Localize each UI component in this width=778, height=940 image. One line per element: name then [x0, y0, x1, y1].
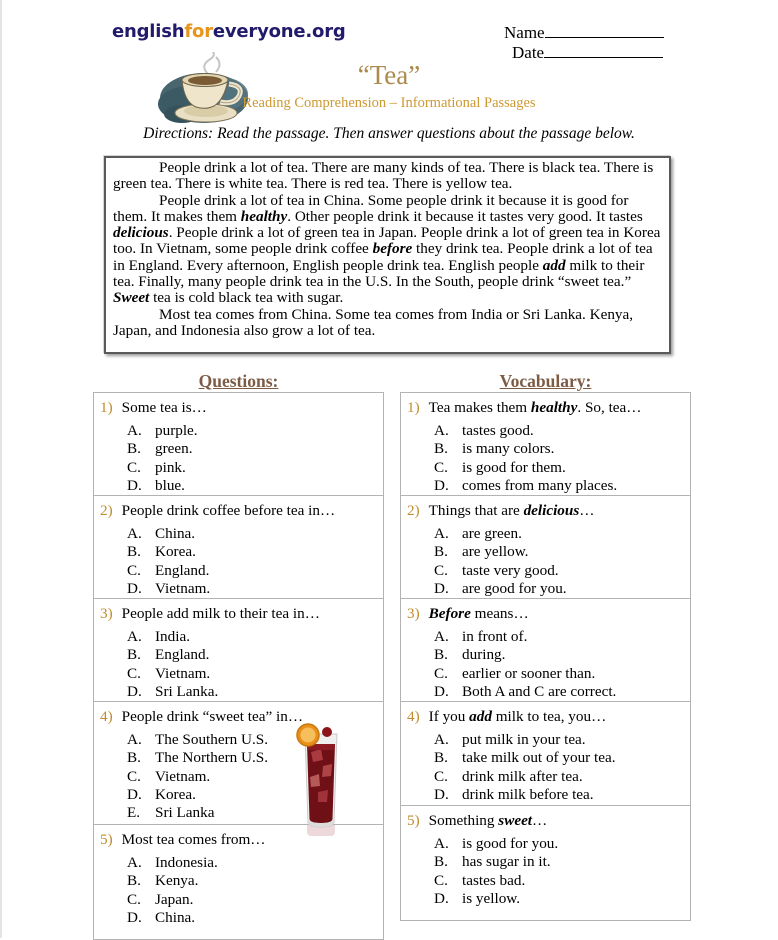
name-blank-line — [545, 22, 664, 38]
option-letter: D. — [434, 579, 449, 597]
question-number: 2) — [407, 502, 420, 519]
option-B — [434, 853, 684, 871]
option-letter: A. — [127, 422, 142, 439]
option-text: is yellow. — [462, 889, 521, 907]
question-box-3 — [400, 598, 691, 702]
option-letter: B. — [127, 543, 141, 561]
option-letter: B. — [434, 543, 448, 561]
question-number: 5) — [407, 812, 420, 829]
option-text: Vietnam. — [155, 579, 211, 597]
option-letter: B. — [127, 872, 141, 890]
option-text: taste very good. — [462, 561, 559, 579]
option-letter: A. — [127, 731, 142, 748]
option-text: England. — [155, 646, 210, 664]
option-C — [434, 665, 684, 683]
option-letter: C. — [434, 871, 448, 889]
option-D — [434, 683, 684, 701]
option-text: The Northern U.S. — [155, 749, 269, 767]
option-text: comes from many places. — [462, 476, 618, 494]
option-text: England. — [155, 561, 210, 579]
option-B — [127, 543, 377, 561]
question-prompt: 3) Before means… — [407, 605, 529, 622]
question-prompt: 1) Tea makes them healthy. So, tea… — [407, 399, 642, 416]
options-list — [100, 854, 377, 927]
questions-boxes — [93, 392, 384, 940]
option-letter: A. — [127, 854, 142, 871]
option-A — [434, 525, 684, 543]
option-text: tastes good. — [462, 422, 534, 439]
option-D — [434, 580, 684, 598]
option-text: drink milk before tea. — [462, 785, 594, 803]
option-letter: B. — [434, 440, 448, 458]
option-letter: A. — [434, 731, 449, 748]
option-letter: C. — [127, 767, 141, 785]
question-box-3 — [93, 598, 384, 702]
option-text: Indonesia. — [155, 854, 218, 871]
question-prompt: 4) If you add milk to tea, you… — [407, 708, 607, 725]
option-text: are green. — [462, 525, 522, 542]
question-number: 3) — [407, 605, 420, 622]
option-B — [127, 872, 377, 890]
option-text: Vietnam. — [155, 664, 211, 682]
option-C — [434, 768, 684, 786]
option-letter: A. — [434, 525, 449, 542]
question-number: 2) — [100, 502, 113, 519]
option-letter: A. — [434, 835, 449, 852]
option-text: Kenya. — [155, 872, 199, 890]
option-text: Sri Lanka — [155, 804, 215, 822]
logo-part-for: for — [184, 21, 213, 42]
question-box-2 — [400, 495, 691, 599]
question-prompt: 3) People add milk to their tea in… — [100, 605, 320, 622]
option-C — [127, 459, 377, 477]
passage-paragraph: People drink a lot of tea in China. Some people drink it because it is good for them. It makes them healthy. Other people drink it because it tastes very good. It tastes delicious. People drink a lot of green tea in Japan. People drink a lot of green tea in Korea too. In Vietnam, some people drink coffee before they drink tea. People drink a lot of tea in England. Every afternoon, English people drink tea. English people add milk to their tea. Finally, many people drink tea in the U.S. In the South, people drink “sweet tea.” Sweet tea is cold black tea with sugar. — [113, 191, 661, 307]
iced-tea-glass-icon — [293, 722, 349, 840]
options-list — [100, 422, 377, 495]
option-A — [127, 854, 377, 872]
option-letter: A. — [434, 422, 449, 439]
question-prompt: 2) People drink coffee before tea in… — [100, 502, 336, 519]
option-A — [127, 628, 377, 646]
options-list — [407, 422, 684, 495]
option-letter: A. — [127, 628, 142, 645]
option-D — [127, 580, 377, 598]
option-text: take milk out of your tea. — [462, 749, 616, 767]
options-list — [100, 525, 377, 598]
option-text: purple. — [155, 422, 198, 439]
question-box-1 — [400, 392, 691, 496]
question-box-5 — [400, 805, 691, 921]
options-list — [407, 835, 684, 908]
passage-box — [104, 156, 671, 354]
name-label: Name — [504, 23, 545, 42]
option-letter: D. — [127, 908, 142, 926]
option-C — [127, 562, 377, 580]
option-B — [127, 440, 377, 458]
option-text: is many colors. — [462, 440, 555, 458]
option-letter: D. — [127, 785, 142, 803]
option-D — [434, 786, 684, 804]
option-B — [127, 646, 377, 664]
questions-heading: Questions: — [198, 371, 279, 391]
option-text: is good for them. — [462, 458, 566, 476]
option-letter: C. — [434, 767, 448, 785]
option-B — [434, 543, 684, 561]
vocabulary-column — [400, 371, 691, 921]
option-C — [127, 891, 377, 909]
option-text: put milk in your tea. — [462, 731, 586, 748]
name-row — [504, 22, 664, 42]
question-number: 3) — [100, 605, 113, 622]
option-letter: A. — [434, 628, 449, 645]
passage-text — [113, 160, 662, 339]
question-number: 5) — [100, 831, 113, 848]
option-text: blue. — [155, 476, 185, 494]
option-A — [127, 525, 377, 543]
option-text: Japan. — [155, 890, 194, 908]
question-box-4 — [400, 701, 691, 806]
option-C — [434, 872, 684, 890]
option-text: Sri Lanka. — [155, 682, 219, 700]
questions-column — [93, 371, 384, 940]
logo-part-english: english — [112, 21, 185, 42]
option-letter: D. — [434, 785, 449, 803]
option-text: India. — [155, 628, 191, 645]
option-D — [127, 909, 377, 927]
option-C — [434, 562, 684, 580]
option-letter: C. — [127, 458, 141, 476]
page-title: “Tea” — [357, 60, 421, 90]
option-letter: C. — [434, 664, 448, 682]
question-box-2 — [93, 495, 384, 599]
option-letter: D. — [127, 682, 142, 700]
option-A — [434, 422, 684, 440]
option-letter: C. — [127, 561, 141, 579]
date-blank-line — [544, 42, 663, 58]
question-prompt: 5) Most tea comes from… — [100, 831, 266, 848]
option-text: The Southern U.S. — [155, 731, 269, 748]
option-letter: E. — [127, 804, 141, 822]
option-letter: D. — [434, 476, 449, 494]
option-letter: B. — [127, 646, 141, 664]
option-letter: D. — [434, 682, 449, 700]
option-text: China. — [155, 525, 196, 542]
option-B — [434, 749, 684, 767]
page-subtitle: Reading Comprehension – Informational Passages — [242, 95, 536, 111]
options-list — [407, 628, 684, 701]
option-letter: C. — [434, 458, 448, 476]
options-list — [407, 525, 684, 598]
option-A — [434, 731, 684, 749]
option-text: Vietnam. — [155, 767, 211, 785]
options-list — [407, 731, 684, 804]
options-list — [100, 628, 377, 701]
option-letter: B. — [434, 853, 448, 871]
option-text: during. — [462, 646, 506, 664]
option-D — [127, 683, 377, 701]
option-text: earlier or sooner than. — [462, 664, 596, 682]
question-number: 4) — [100, 708, 113, 725]
option-B — [434, 440, 684, 458]
option-A — [434, 835, 684, 853]
option-text: Korea. — [155, 543, 196, 561]
question-prompt: 5) Something sweet… — [407, 812, 548, 829]
question-prompt: 2) Things that are delicious… — [407, 502, 595, 519]
option-text: Both A and C are correct. — [462, 682, 617, 700]
date-row — [504, 42, 664, 62]
option-letter: B. — [127, 440, 141, 458]
option-text: Korea. — [155, 785, 196, 803]
option-text: green. — [155, 440, 193, 458]
option-letter: B. — [434, 646, 448, 664]
option-text: tastes bad. — [462, 871, 526, 889]
option-text: are good for you. — [462, 579, 567, 597]
question-number: 1) — [407, 399, 420, 416]
option-text: are yellow. — [462, 543, 529, 561]
option-letter: A. — [127, 525, 142, 542]
iced-tea-image — [293, 722, 349, 845]
date-label: Date — [512, 43, 545, 62]
option-D — [127, 477, 377, 495]
question-prompt: 4) People drink “sweet tea” in… — [100, 708, 304, 725]
question-number: 4) — [407, 708, 420, 725]
option-letter: D. — [127, 476, 142, 494]
question-box-1 — [93, 392, 384, 496]
option-letter: D. — [434, 889, 449, 907]
option-letter: C. — [434, 561, 448, 579]
vocabulary-boxes — [400, 392, 691, 921]
option-letter: C. — [127, 890, 141, 908]
question-number: 1) — [100, 399, 113, 416]
passage-paragraph: People drink a lot of tea. There are many kinds of tea. There is black tea. There is green tea. There is white tea. There is red tea. There is yellow tea. — [113, 159, 654, 193]
option-text: China. — [155, 908, 196, 926]
option-A — [127, 422, 377, 440]
option-D — [434, 890, 684, 908]
site-logo — [112, 21, 346, 42]
directions-text: Directions: Read the passage. Then answer questions about the passage below. — [143, 125, 635, 142]
option-letter: D. — [127, 579, 142, 597]
option-letter: B. — [127, 749, 141, 767]
name-date-block — [504, 22, 664, 62]
option-text: in front of. — [462, 628, 528, 645]
option-text: has sugar in it. — [462, 853, 551, 871]
option-letter: B. — [434, 749, 448, 767]
option-text: is good for you. — [462, 835, 559, 852]
option-text: pink. — [155, 458, 186, 476]
option-C — [434, 459, 684, 477]
option-B — [434, 646, 684, 664]
option-D — [434, 477, 684, 495]
passage-paragraph: Most tea comes from China. Some tea comes from India or Sri Lanka. Kenya, Japan, and Indonesia also grow a lot of tea. — [113, 305, 634, 339]
question-prompt: 1) Some tea is… — [100, 399, 207, 416]
option-text: drink milk after tea. — [462, 767, 583, 785]
option-A — [434, 628, 684, 646]
option-C — [127, 665, 377, 683]
option-letter: C. — [127, 664, 141, 682]
vocabulary-heading: Vocabulary: — [499, 371, 592, 391]
logo-part-everyone: everyone.org — [212, 21, 346, 42]
